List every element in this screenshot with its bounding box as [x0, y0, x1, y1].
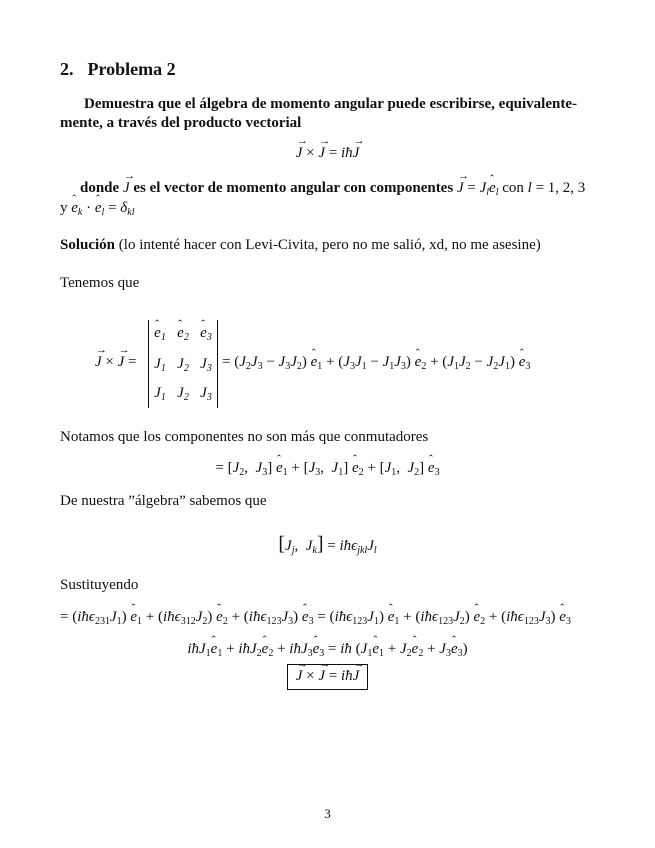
definition-text-e: y — [60, 200, 68, 216]
determinant-matrix: ˆ $e_1$ ˆ $e_2$ ˆ $e_3$ $J_1$ $J_2$ $J_3$ $J_1$ $J_2$ $J_3$ — [148, 320, 218, 408]
statement-definition-2: y ˆ $e_k$ · ˆ $e_l = \delta_{kl}$ — [60, 199, 135, 219]
text-notamos: Notamos que los componentes no son más que conmutadores — [60, 429, 429, 445]
text-sustituyendo: Sustituyendo — [60, 577, 139, 593]
statement-line-2: mente, a través del producto vectorial — [60, 115, 302, 131]
text-tenemos: Tenemos que — [60, 275, 140, 291]
page-number: 3 — [324, 806, 331, 821]
section-heading — [60, 58, 176, 81]
equation-commutators: = [$J_2$, $J_3$] ˆ $e_1 + [J_3$, $J_1$] ˆ $e_2 + [J_1$, $J_2$] ˆ $e_3$ — [0, 459, 655, 479]
definition-text-d: = 1, 2, 3 — [535, 180, 586, 196]
definition-text-a: donde — [80, 180, 120, 196]
equation-cross-product: → J × → J = iħ→ J — [0, 144, 655, 164]
solution-line — [60, 236, 541, 256]
text-algebra: De nuestra ”álgebra” sabemos que — [60, 493, 267, 509]
solution-label: Solución — [60, 237, 116, 253]
equation-final-boxed: → J × → J = iħ→ J — [0, 664, 655, 690]
solution-note: (lo intenté hacer con Levi-Civita, pero no me salió, xd, no me asesine) — [118, 237, 541, 253]
section-title: Problema 2 — [87, 59, 176, 79]
equation-expansion: iħJ$_1$ˆ $e_1$ + iħJ$_2$ˆ $e_2$ + iħJ$_3$ˆ $e_3$ = iħ ($J_1ˆ$ $e_1$ + $J_2ˆ$ $e_2$ + $J_3ˆ$ $e_3$) — [0, 640, 655, 660]
statement-definition: donde → J es el vector de momento angular con componentes → $J = J_lˆ$ $e_l$ con l = 1, 2, 3 — [80, 179, 585, 199]
equation-substitution: = $(iħ\epsilon_{231}J_1)$ ˆ $e_1$ + $(iħ\epsilon_{312}J_2)$ ˆ $e_2$ + $(iħ\epsilon_{123}J_3)$ ˆ $e_3$ = $(iħ\epsilon_{123}J_1)$ ˆ $e_1$ + $(iħ\epsilon_{123}J_2)$ ˆ $e_2$ + $(iħ\epsilon_{123}J_3)$ ˆ $e_3$ — [60, 608, 571, 628]
section-number: 2. — [60, 59, 74, 79]
definition-text-c: con — [502, 180, 524, 196]
statement-line-1: Demuestra que el álgebra de momento angular puede escribirse, equivalente- — [84, 96, 578, 112]
definition-text-b: es el vector de momento angular con componentes — [133, 180, 454, 196]
equation-commutator-relation: [$J_j$, $J_k$] = $iħ\epsilon_{jkl}J_l$ — [278, 533, 377, 556]
